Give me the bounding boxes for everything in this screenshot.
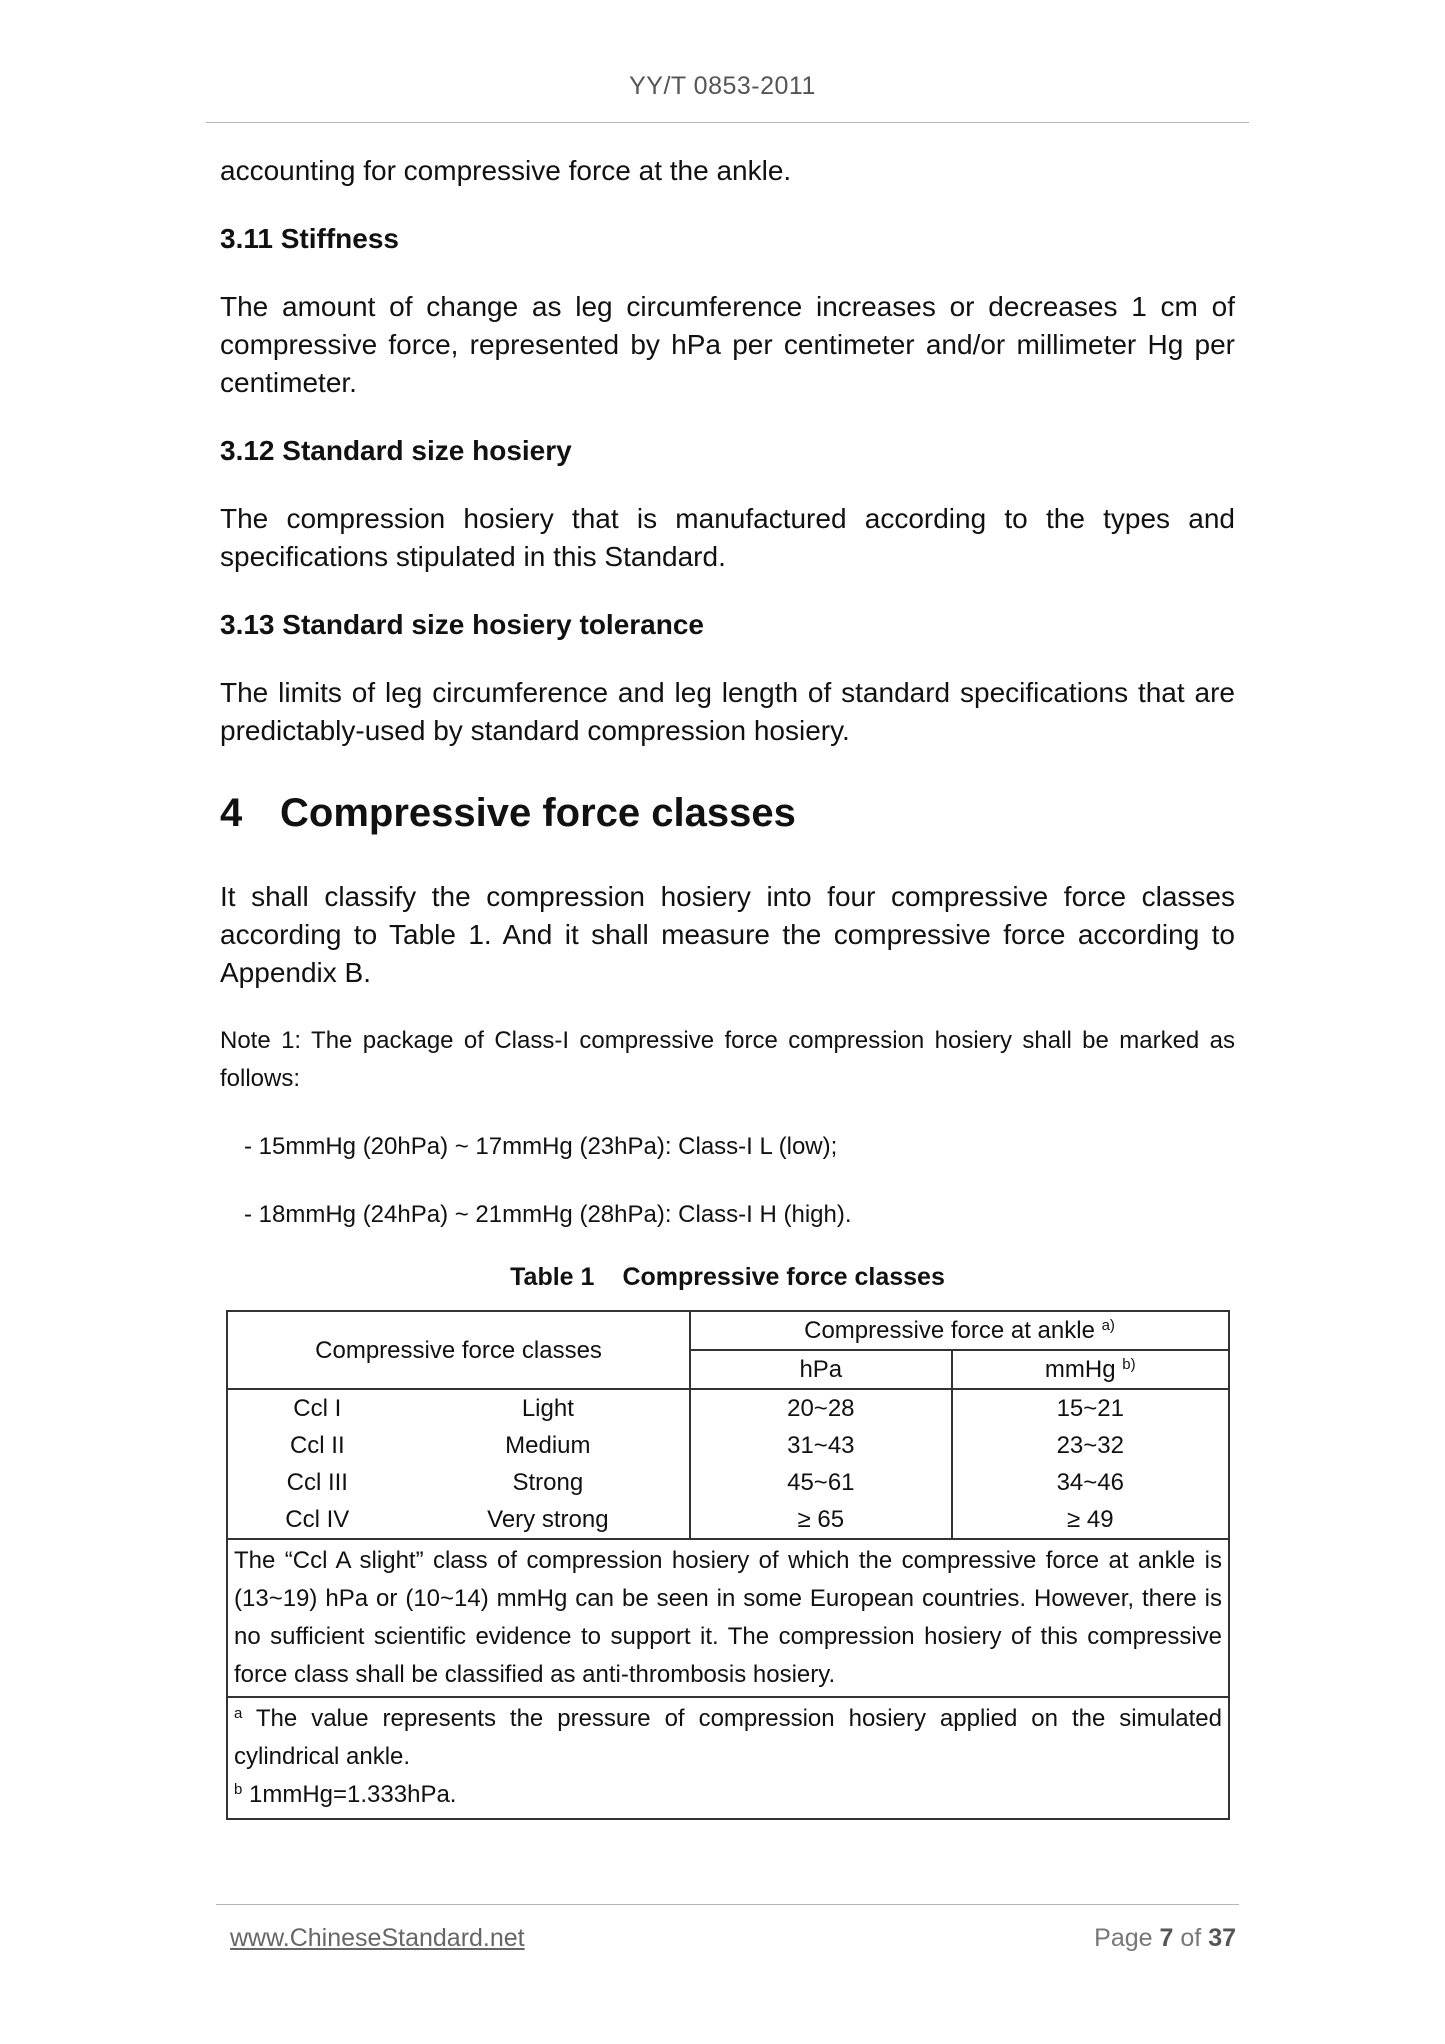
section-title: Compressive force classes [280,791,796,835]
table-note-row [227,1539,1229,1697]
header-mmhg-footnote-mark: b) [1122,1356,1136,1373]
page-body [220,152,1235,1296]
table-row [227,1427,1229,1464]
mmhg-value-cell: 15~21 [952,1389,1229,1427]
page-number [1094,1924,1236,1953]
header-class-label: Compressive force classes [315,1336,602,1364]
table-caption-title: Compressive force classes [622,1263,945,1291]
footnote-a-text: The value represents the pressure of compression hosiery applied on the simulated cylindrical ankle. [234,1705,1223,1770]
document-code-header: YY/T 0853-2011 [629,72,816,100]
intro-fragment: accounting for compressive force at the ankle. [220,155,792,186]
header-force-label: Compressive force at ankle [804,1317,1095,1344]
note-bullet-low: - 15mmHg (20hPa) ~ 17mmHg (23hPa): Class-I L (low); [244,1133,838,1160]
compressive-force-table [226,1310,1230,1820]
hpa-value-cell: 31~43 [690,1427,951,1464]
table-caption-label: Table 1 [510,1263,595,1291]
class-name-cell: Medium [505,1432,591,1459]
definition-heading-tolerance: 3.13 Standard size hosiery tolerance [220,609,704,640]
page-current: 7 [1159,1924,1174,1952]
definition-text-tolerance: The limits of leg circumference and leg length of standard specifications that are predictably-used by standard compression hosiery. [220,677,1235,746]
definition-text-standard-size: The compression hosiery that is manufactured according to the types and specifications stipulated in this Standard. [220,503,1235,572]
definition-text-stiffness: The amount of change as leg circumference increases or decreases 1 cm of compressive force, represented by hPa per centimeter and/or millimeter Hg per centimeter. [220,291,1235,398]
header-class-cell [227,1311,690,1389]
hpa-value-cell: 45~61 [690,1464,951,1501]
mmhg-value-cell: 23~32 [952,1427,1229,1464]
table-row [227,1389,1229,1427]
class-code-cell: Ccl II [227,1427,407,1464]
table-footnote-cell [227,1697,1229,1819]
table-row [227,1464,1229,1501]
note-1: Note 1: The package of Class-I compressive force compression hosiery shall be marked as follows: [220,1027,1235,1092]
footnote-b-mark: b [234,1781,243,1798]
footnote-a [234,1700,1222,1776]
section-number: 4 [220,791,243,835]
footnote-b-text: 1mmHg=1.333hPa. [249,1781,457,1808]
hpa-value-cell: ≥ 65 [690,1501,951,1539]
mmhg-value-cell: ≥ 49 [952,1501,1229,1539]
class-name-cell: Light [407,1389,690,1427]
header-hpa-label: hPa [799,1356,843,1383]
page-of: of [1180,1924,1202,1952]
definition-heading-stiffness: 3.11 Stiffness [220,223,399,254]
table-row [227,1501,1229,1539]
mmhg-value-cell: 34~46 [952,1464,1229,1501]
header-hpa-cell [690,1350,951,1389]
table-note-cell: The “Ccl A slight” class of compression hosiery of which the compressive force at ankle is (13~19) hPa or (10~14) mmHg can be seen in some European countries. However, there is no sufficient scientific evidence to support it. The compression hosiery of this compressive force class shall be classified as anti-thrombosis hosiery. [227,1539,1229,1697]
table-footnote-row [227,1697,1229,1819]
hpa-value-cell: 20~28 [690,1389,951,1427]
class-name-cell: Very strong [407,1501,690,1539]
header-force-footnote-mark: a) [1101,1317,1115,1334]
footnote-b [234,1776,1222,1814]
class-code-cell: Ccl IV [227,1501,407,1539]
class-name-cell: Strong [512,1469,584,1496]
page-prefix: Page [1094,1924,1153,1952]
section-heading [220,788,1235,838]
header-mmhg-label: mmHg [1044,1356,1116,1383]
header-divider [206,122,1249,123]
header-force-cell [690,1311,1229,1350]
header-mmhg-cell [952,1350,1229,1389]
class-code-cell: Ccl III [227,1464,407,1501]
table-header-row [227,1311,1229,1350]
page-total: 37 [1208,1924,1236,1952]
section-text: It shall classify the compression hosiery into four compressive force classes according to Table 1. And it shall measure the compressive force according to Appendix B. [220,881,1235,988]
footnote-a-mark: a [234,1705,243,1722]
definition-heading-standard-size: 3.12 Standard size hosiery [220,435,572,466]
website-link[interactable]: www.ChineseStandard.net [230,1924,525,1952]
table-caption [220,1260,1235,1294]
class-code-cell: Ccl I [227,1389,407,1427]
note-bullet-high: - 18mmHg (24hPa) ~ 21mmHg (28hPa): Class-I H (high). [244,1201,852,1228]
footer-divider [216,1904,1239,1905]
